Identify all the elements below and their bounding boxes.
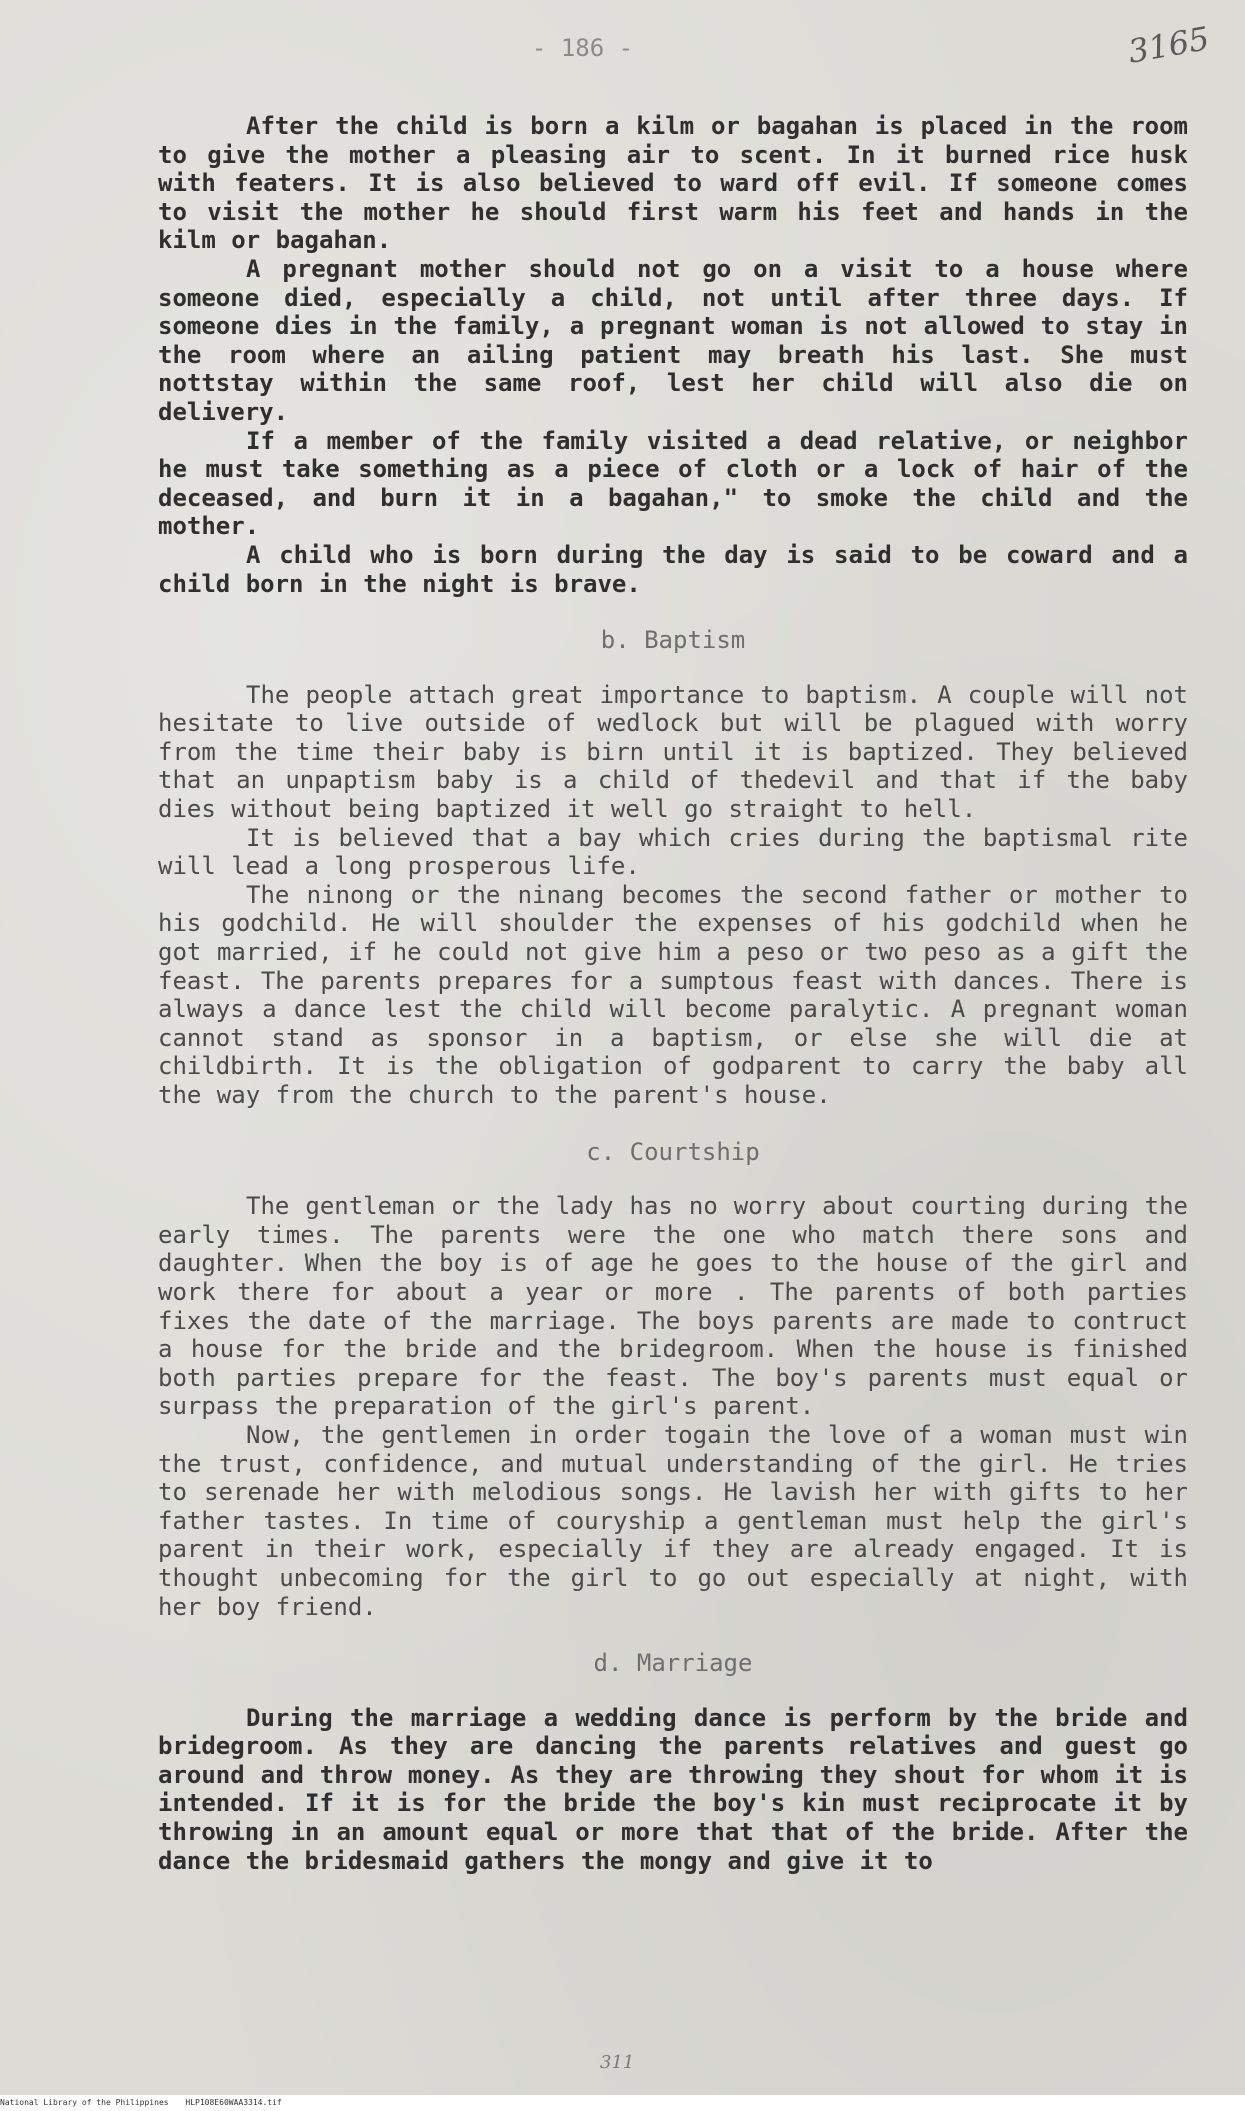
section-heading-marriage: d. Marriage — [593, 1649, 753, 1678]
paragraph-day-night-birth: A child who is born during the day is said to be coward and a child born in the night is brave. — [158, 540, 1188, 598]
paragraph-courtship-early: The gentleman or the lady has no worry about courting during the early times. The parents were the one who match there sons and daughter. When the boy is of age he goes to the house of the girl and work there for about a year or more . The parents of both parties fixes the date of the marriage. The boys parents are made to contruct a house for the bride and the bridegroom. When the house is finished both parties prepare for the feast. The boy's parents must equal or surpass the preparation of the girl's parent. — [158, 1192, 1188, 1421]
paragraph-kilm: After the child is born a kilm or bagahan is placed in the room to give the mother a pleasing air to scent. In it burned rice husk with featers. It is also believed to ward off evil. If someone comes to visit the mother he should first warm his feet and hands in the kilm or bagahan. — [158, 112, 1188, 255]
paragraph-baptism-importance: The people attach great importance to baptism. A couple will not hesitate to live outside of wedlock but will be plagued with worry from the time their baby is birn until it is baptized. They believed that an unpaptism baby is a child of thedevil and that if the baby dies without being baptized it well go straight to hell. — [158, 680, 1188, 824]
paragraph-courtship-now: Now, the gentlemen in order togain the love of a woman must win the trust, confidence, and mutual understanding of the girl. He tries to serenade her with melodious songs. He lavish her with gifts to her father tastes. In time of couryship a gentleman must help the girl's parent in their work, especially if they are already engaged. It is thought unbecoming for the girl to go out especially at night, with her boy friend. — [158, 1420, 1188, 1621]
paragraph-wedding-dance: During the marriage a wedding dance is perform by the bride and bridegroom. As they are dancing the parents relatives and guest go around and throw money. As they are throwing they shout for whom it is intended. If it is for the bride the boy's kin must reciprocate it by throwing in an amount equal or more that that of the bride. After the dance the bridesmaid gathers the mongy and give it to — [158, 1703, 1188, 1875]
section-heading-courtship: c. Courtship — [586, 1137, 760, 1166]
section-heading-baptism: b. Baptism — [600, 626, 746, 655]
paragraph-godparents: The ninong or the ninang becomes the second father or mother to his godchild. He will shoulder the expenses of his godchild when he got married, if he could not give him a peso or two peso as a gift the feast. The parents prepares for a sumptous feast with dances. There is always a dance lest the child will become paralytic. A pregnant woman cannot stand as sponsor in a baptism, or else she will die at childbirth. It is the obligation of godparent to carry the baby all the way from the church to the parent's house. — [158, 880, 1188, 1109]
footer-file: HLP108E60WAA3314.tif — [185, 2098, 282, 2107]
document-body — [158, 112, 1188, 1875]
archive-number: 3165 — [1125, 19, 1213, 71]
paragraph-dead-relative: If a member of the family visited a dead relative, or neighbor he must take something as a piece of cloth or a lock of hair of the deceased, and burn it in a bagahan," to smoke the child and the mother. — [158, 426, 1188, 541]
paragraph-pregnant-mother: A pregnant mother should not go on a visit to a house where someone died, especially a child, not until after three days. If someone dies in the family, a pregnant woman is not allowed to stay in the room where an ailing patient may breath his last. She must nottstay within the same roof, lest her child will also die on delivery. — [158, 254, 1188, 426]
paragraph-baptism-crying: It is believed that a bay which cries during the baptismal rite will lead a long prosperous life. — [158, 823, 1188, 881]
page-number: - 186 - — [531, 34, 634, 62]
footer-source: National Library of the Philippines — [0, 2098, 169, 2107]
scan-footer — [0, 2097, 1245, 2111]
bottom-stamp: 311 — [600, 2052, 635, 2073]
